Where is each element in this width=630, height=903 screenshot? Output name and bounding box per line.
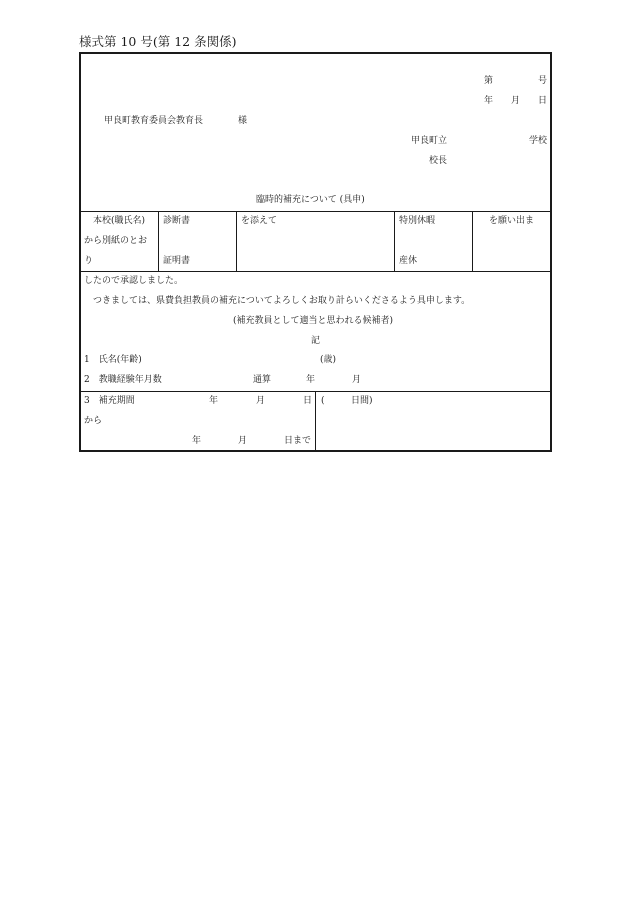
item2-year: 年 xyxy=(306,375,316,385)
row-c2-top: 診断書 xyxy=(163,216,191,226)
form-border-left xyxy=(79,52,81,452)
item2-month: 月 xyxy=(352,375,362,385)
school-prefix: 甲良町立 xyxy=(411,136,448,146)
date-day: 日 xyxy=(538,96,548,106)
row-c1-line2: から別紙のとお xyxy=(84,236,148,246)
date-year: 年 xyxy=(484,96,494,106)
item1-age: (歳) xyxy=(320,355,337,365)
principal-label: 校長 xyxy=(429,156,448,166)
form-number-label: 様式第 10 号(第 12 条関係) xyxy=(79,34,237,49)
divider-row-bottom xyxy=(79,271,552,272)
approved-text: したので承認しました。 xyxy=(84,276,184,286)
period-start-day: 日 xyxy=(303,396,313,406)
period-divider xyxy=(315,391,316,451)
divider-top-block xyxy=(79,211,552,212)
date-month: 月 xyxy=(511,96,521,106)
document-title: 臨時的補充について (具申) xyxy=(256,195,365,205)
row-c1-line1: 本校(職氏名) xyxy=(93,216,146,226)
col-divider-4 xyxy=(472,211,473,272)
period-from: から xyxy=(84,416,103,426)
col-divider-2 xyxy=(236,211,237,272)
period-start-month: 月 xyxy=(256,396,266,406)
item2-label: 2 教職経験年月数 xyxy=(84,375,162,385)
row-c4-top: 特別休暇 xyxy=(399,216,436,226)
row-c3: を添えて xyxy=(241,216,278,226)
item1-label: 1 氏名(年齢) xyxy=(84,355,142,365)
row-c4-bottom: 産休 xyxy=(399,256,418,266)
col-divider-1 xyxy=(158,211,159,272)
number-go: 号 xyxy=(538,76,548,86)
period-paren-open: ( xyxy=(321,396,325,406)
period-end-until: 日まで xyxy=(284,436,312,446)
ki-label: 記 xyxy=(311,336,321,346)
item2-total: 通算 xyxy=(253,375,272,385)
period-days: 日間) xyxy=(351,396,373,406)
number-dai: 第 xyxy=(484,76,494,86)
form-border-right xyxy=(550,52,552,452)
request-text: つきましては、県費負担教員の補充についてよろしくお取り計らいくださるよう具申します。 xyxy=(93,296,471,306)
period-end-month: 月 xyxy=(238,436,248,446)
addressee-honorific: 様 xyxy=(238,116,248,126)
row-c2-bottom: 証明書 xyxy=(163,256,191,266)
addressee: 甲良町教育委員会教育長 xyxy=(104,116,204,126)
col-divider-3 xyxy=(394,211,395,272)
period-end-year: 年 xyxy=(192,436,202,446)
school-suffix: 学校 xyxy=(529,136,548,146)
candidate-heading: (補充教員として適当と思われる候補者) xyxy=(233,316,394,326)
period-start-year: 年 xyxy=(209,396,219,406)
item3-label: 3 補充期間 xyxy=(84,396,135,406)
form-border-top xyxy=(79,52,552,54)
row-c1-line3: り xyxy=(84,256,94,266)
row-c5: を願い出ま xyxy=(489,216,535,226)
